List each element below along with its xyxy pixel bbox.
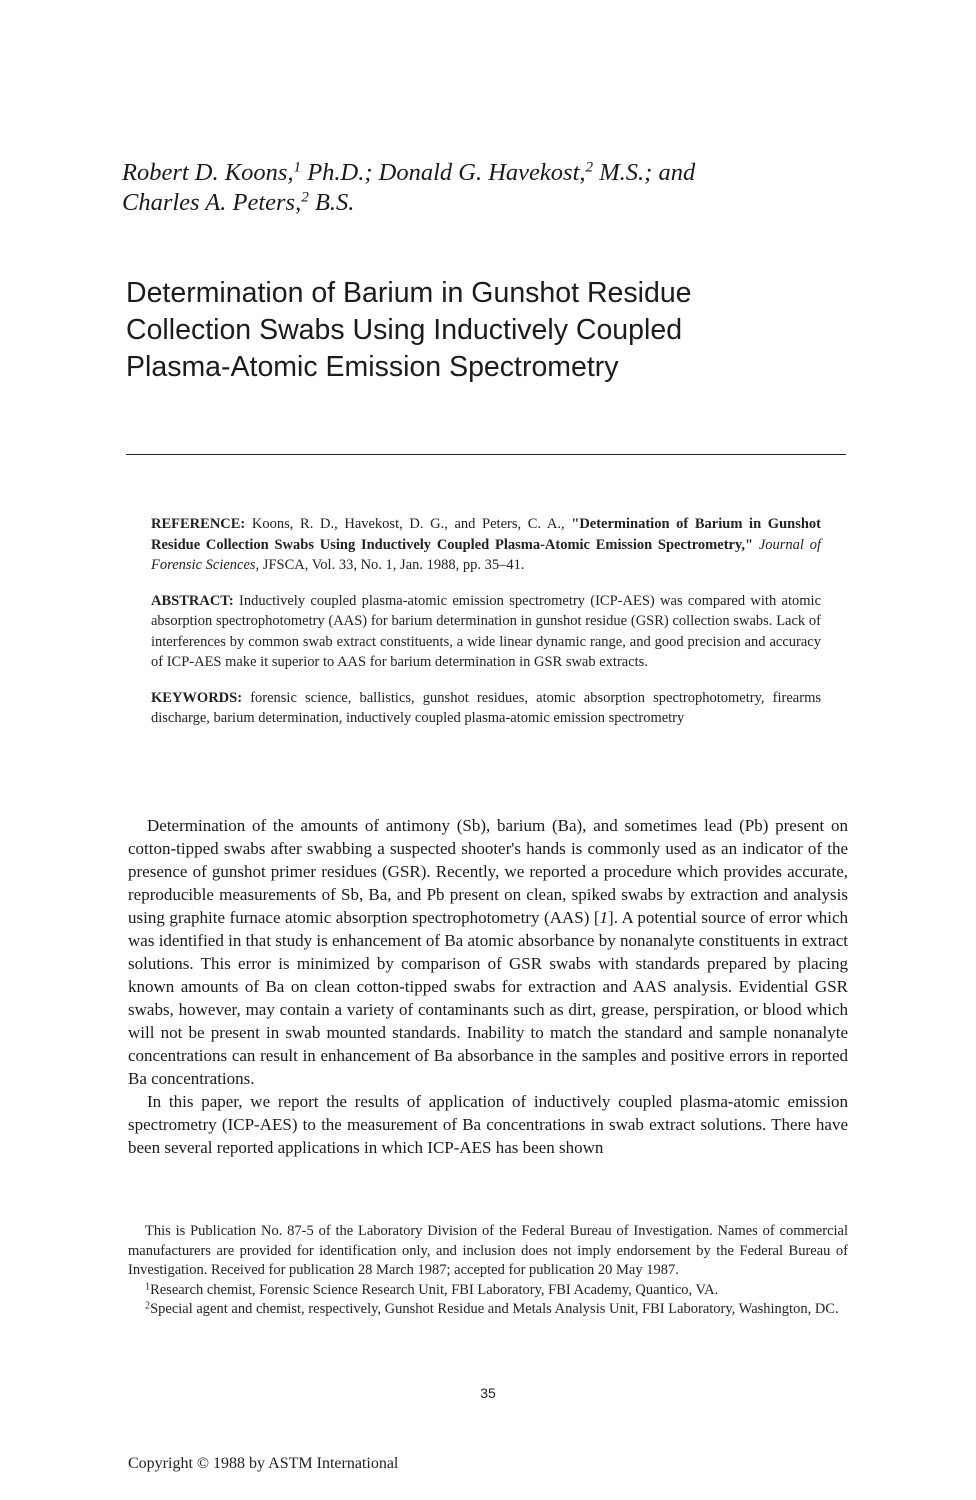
reference-journal: Journal of Forensic Sciences, (151, 536, 821, 573)
abstract-block (151, 591, 821, 673)
page-number: 35 (480, 1385, 496, 1401)
affiliation-mark: 2 (585, 158, 594, 176)
footnote-mark: 1 (145, 1280, 151, 1292)
footnote-text: Special agent and chemist, respectively, Gunshot Residue and Metals Analysis Unit, FBI Laboratory, Washington, DC. (150, 1301, 839, 1317)
affiliation-mark: 1 (293, 158, 302, 176)
footnote-1 (128, 1281, 848, 1301)
publication-note: This is Publication No. 87-5 of the Laboratory Division of the Federal Bureau of Investigation. Names of commercial manufacturers are provided for identification only, and inclusion does not imply endorsement by the Federal Bureau of Investigation. Received for publication 28 March 1987; accepted for publication 20 May 1987. (128, 1223, 848, 1278)
body-text-run: Determination of the amounts of antimony (Sb), barium (Ba), and sometimes lead (Pb) present on cotton-tipped swabs after swabbing a suspected shooter's hands is commonly used as an indicator of the presence of gunshot primer residues (GSR). Recently, we reported a procedure which provides accurate, reproducible measurements of Sb, Ba, and Pb present on clean, spiked swabs by extraction and analysis using graphite furnace atomic absorption spectrophotometry (AAS) [ (128, 816, 848, 927)
author-degree: B.S. (308, 189, 355, 216)
abstract-text: Inductively coupled plasma-atomic emission spectrometry (ICP-AES) was compared with atomic absorption spectrophotometry (AAS) for barium determination in gunshot residue (GSR) collection swabs. Lack of interferences by common swab extract constituents, a wide linear dynamic range, and good precision and accuracy of ICP-AES make it superior to AAS for barium determination in GSR swab extracts. (151, 592, 821, 670)
author-line-2 (122, 188, 842, 218)
author-line-1 (122, 158, 842, 188)
copyright-notice: Copyright © 1988 by ASTM International (128, 1455, 399, 1472)
author-list (122, 158, 842, 218)
body-text (128, 814, 848, 1159)
reference-title: "Determination of Barium in Gunshot Residue Collection Swabs Using Inductively Coupled Plasma-Atomic Emission Spectrometry," (151, 516, 821, 553)
title-line: Plasma-Atomic Emission Spectrometry (126, 351, 619, 383)
footnotes (128, 1222, 848, 1320)
citation-ref: 1 (599, 908, 609, 927)
author-degree: M.S.; and (593, 159, 696, 186)
body-text-run: ]. A potential source of error which was identified in that study is enhancement of Ba atomic absorbance by nonanalyte constituents in extract solutions. This error is minimized by comparison of GSR swabs with standards prepared by placing known amounts of Ba on clean cotton-tipped swabs for extraction and AAS analysis. Evidential GSR swabs, however, may contain a variety of contaminants such as dirt, grease, perspiration, or blood which will not be present in swab mounted standards. Inability to match the standard and sample nonanalyte concentrations can result in enhancement of Ba absorbance in the samples and positive errors in reported Ba concentrations. (128, 908, 848, 1088)
body-paragraph-1 (128, 814, 848, 1090)
body-paragraph-2: In this paper, we report the results of application of inductively coupled plasma-atomic emission spectrometry (ICP-AES) to the measurement of Ba concentrations in swab extract solutions. There have been several reported applications in which ICP-AES has been shown (128, 1092, 848, 1157)
title-line: Determination of Barium in Gunshot Residue (126, 277, 692, 309)
title-divider (126, 454, 846, 455)
paper-title (126, 275, 856, 386)
author-name: Donald G. Havekost, (378, 159, 586, 186)
title-line: Collection Swabs Using Inductively Coupled (126, 314, 683, 346)
footnote-2 (128, 1300, 848, 1320)
footnote-text: Research chemist, Forensic Science Research Unit, FBI Laboratory, FBI Academy, Quantico, VA. (150, 1281, 719, 1298)
reference-citation: JFSCA, Vol. 33, No. 1, Jan. 1988, pp. 35–41. (259, 557, 525, 573)
reference-authors: Koons, R. D., Havekost, D. G., and Peters, C. A., (245, 516, 572, 532)
reference-block (151, 514, 821, 576)
keywords-text: forensic science, ballistics, gunshot residues, atomic absorption spectrophotometry, firearms discharge, barium determination, inductively coupled plasma-atomic emission spectrometry (151, 689, 821, 726)
front-matter (151, 514, 821, 744)
keywords-label: KEYWORDS: (151, 689, 243, 706)
author-degree: Ph.D.; (301, 159, 379, 186)
author-name: Robert D. Koons, (122, 159, 294, 186)
keywords-block (151, 688, 821, 729)
author-name: Charles A. Peters, (122, 189, 302, 216)
affiliation-mark: 2 (301, 188, 309, 206)
footnote-mark: 2 (145, 1300, 151, 1312)
reference-label: REFERENCE: (151, 516, 246, 532)
abstract-label: ABSTRACT: (151, 592, 234, 609)
